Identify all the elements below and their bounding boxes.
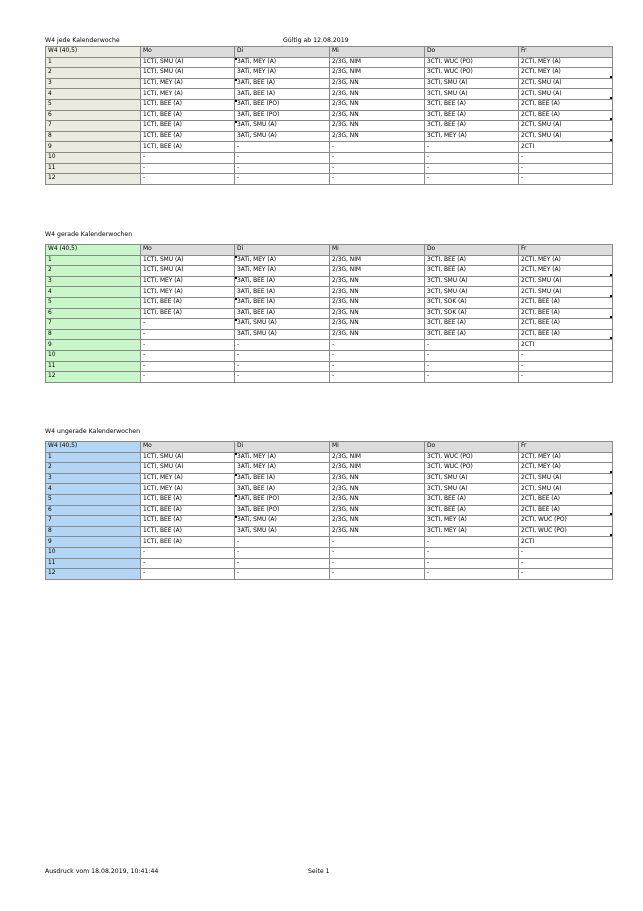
lesson-cell: - [235, 361, 330, 372]
lesson-cell: 2CTI, MEY (A) [519, 57, 613, 68]
lesson-cell: 2CTI, SMU (A) [519, 287, 613, 298]
lesson-cell: - [330, 569, 425, 580]
lesson-cell: 2/3G, NN [330, 308, 425, 319]
table-row [46, 558, 613, 569]
lesson-cell: 2CTI, MEY (A) [519, 266, 613, 277]
day-header: Fr [519, 245, 613, 256]
lesson-cell: 1CTI, MEY (A) [141, 473, 235, 484]
lesson-cell: - [425, 152, 519, 163]
lesson-cell: 2CTI [519, 537, 613, 548]
day-header: Di [235, 442, 330, 453]
lesson-cell: 3CTI, MEY (A) [425, 516, 519, 527]
lesson-cell: 3CTI, WUC (PO) [425, 463, 519, 474]
day-header: Do [425, 442, 519, 453]
lesson-cell: 3ATi, SMU (A) [235, 131, 330, 142]
table-row [46, 452, 613, 463]
lesson-cell: 3ATi, SMU (A) [235, 516, 330, 527]
table-row [46, 569, 613, 580]
period-cell: 1 [46, 255, 141, 266]
lesson-cell: - [141, 372, 235, 383]
lesson-cell: 2CTI, BEE (A) [519, 308, 613, 319]
table-row [46, 142, 613, 153]
lesson-cell: 2CTI, SMU (A) [519, 89, 613, 100]
lesson-cell: 1CTI, BEE (A) [141, 121, 235, 132]
lesson-cell: 3CTI, BEE (A) [425, 99, 519, 110]
lesson-cell: 2CTI, BEE (A) [519, 329, 613, 340]
lesson-cell: 3CTI, SMU (A) [425, 473, 519, 484]
lesson-cell: 3CTI, SMU (A) [425, 78, 519, 89]
lesson-cell: - [425, 537, 519, 548]
period-cell: 8 [46, 526, 141, 537]
lesson-cell: 2CTI, SMU (A) [519, 131, 613, 142]
lesson-cell: 1CTI, BEE (A) [141, 110, 235, 121]
lesson-cell: - [425, 547, 519, 558]
table-every-week [45, 46, 613, 185]
lesson-cell: 2CTI [519, 142, 613, 153]
table-row [46, 287, 613, 298]
period-cell: 3 [46, 78, 141, 89]
lesson-cell: 2CTI, MEY (A) [519, 68, 613, 79]
table-row [46, 174, 613, 185]
period-cell: 1 [46, 452, 141, 463]
lesson-cell: - [330, 142, 425, 153]
lesson-cell: 1CTI, BEE (A) [141, 516, 235, 527]
lesson-cell: - [141, 361, 235, 372]
table-row [46, 526, 613, 537]
lesson-cell: - [141, 340, 235, 351]
period-cell: 10 [46, 547, 141, 558]
lesson-cell: 3ATi, MEY (A) [235, 463, 330, 474]
valid-from: Gültig ab 12.08.2019 [283, 37, 349, 44]
lesson-cell: - [235, 547, 330, 558]
table-row [46, 484, 613, 495]
lesson-cell: 3CTI, BEE (A) [425, 121, 519, 132]
lesson-cell: 3ATi, MEY (A) [235, 255, 330, 266]
lesson-cell: 2/3G, NN [330, 484, 425, 495]
table-header-row [46, 245, 613, 256]
period-cell: 8 [46, 329, 141, 340]
lesson-cell: - [141, 319, 235, 330]
period-cell: 2 [46, 68, 141, 79]
lesson-cell: - [330, 340, 425, 351]
lesson-cell: 2/3G, NN [330, 287, 425, 298]
lesson-cell: - [519, 569, 613, 580]
lesson-cell: 3ATi, BEE (A) [235, 287, 330, 298]
class-header: W4 (40,5) [46, 47, 141, 58]
lesson-cell: 3ATi, BEE (A) [235, 308, 330, 319]
period-cell: 4 [46, 89, 141, 100]
lesson-cell: - [425, 350, 519, 361]
lesson-cell: 1CTI, BEE (A) [141, 537, 235, 548]
period-cell: 2 [46, 266, 141, 277]
period-cell: 12 [46, 174, 141, 185]
lesson-cell: 2/3G, NN [330, 473, 425, 484]
lesson-cell: 3ATi, BEE (A) [235, 484, 330, 495]
table-header-row [46, 442, 613, 453]
lesson-cell: 1CTI, BEE (A) [141, 297, 235, 308]
print-timestamp: Ausdruck vom 18.08.2019, 10:41:44 [45, 868, 159, 875]
lesson-cell: - [425, 361, 519, 372]
table-row [46, 505, 613, 516]
lesson-cell: 2/3G, NIM [330, 266, 425, 277]
lesson-cell: 2/3G, NN [330, 99, 425, 110]
lesson-cell: 2CTI, BEE (A) [519, 110, 613, 121]
lesson-cell: - [141, 547, 235, 558]
table-row [46, 350, 613, 361]
lesson-cell: 2/3G, NN [330, 276, 425, 287]
lesson-cell: 2/3G, NN [330, 131, 425, 142]
lesson-cell: 3ATi, SMU (A) [235, 526, 330, 537]
lesson-cell: - [425, 558, 519, 569]
period-cell: 6 [46, 308, 141, 319]
lesson-cell: 3ATi, BEE (PO) [235, 505, 330, 516]
table-even-weeks [45, 244, 613, 383]
lesson-cell: 1CTI, BEE (A) [141, 131, 235, 142]
lesson-cell: - [330, 152, 425, 163]
lesson-cell: 2/3G, NIM [330, 255, 425, 266]
lesson-cell: 3CTI, WUC (PO) [425, 452, 519, 463]
lesson-cell: 3CTI, SMU (A) [425, 89, 519, 100]
lesson-cell: - [330, 547, 425, 558]
lesson-cell: 1CTI, BEE (A) [141, 99, 235, 110]
period-cell: 3 [46, 276, 141, 287]
lesson-cell: - [235, 152, 330, 163]
lesson-cell: 2CTI, BEE (A) [519, 505, 613, 516]
lesson-cell: - [235, 142, 330, 153]
lesson-cell: 2/3G, NIM [330, 68, 425, 79]
lesson-cell: 2/3G, NN [330, 505, 425, 516]
table-header-row [46, 47, 613, 58]
table-row [46, 308, 613, 319]
period-cell: 10 [46, 152, 141, 163]
lesson-cell: - [330, 558, 425, 569]
period-cell: 9 [46, 537, 141, 548]
lesson-cell: 2CTI, SMU (A) [519, 276, 613, 287]
lesson-cell: 2/3G, NIM [330, 452, 425, 463]
lesson-cell: - [425, 569, 519, 580]
lesson-cell: - [425, 142, 519, 153]
lesson-cell: 2/3G, NIM [330, 463, 425, 474]
lesson-cell: - [141, 569, 235, 580]
lesson-cell: - [235, 558, 330, 569]
lesson-cell: 2CTI, BEE (A) [519, 99, 613, 110]
lesson-cell: 2/3G, NN [330, 329, 425, 340]
lesson-cell: - [330, 174, 425, 185]
lesson-cell: 2CTI, MEY (A) [519, 463, 613, 474]
lesson-cell: - [141, 329, 235, 340]
lesson-cell: 2CTI, BEE (A) [519, 319, 613, 330]
lesson-cell: - [141, 558, 235, 569]
lesson-cell: - [425, 372, 519, 383]
lesson-cell: 3ATi, MEY (A) [235, 57, 330, 68]
lesson-cell: 3ATi, BEE (PO) [235, 494, 330, 505]
lesson-cell: 3ATi, BEE (PO) [235, 110, 330, 121]
table-row [46, 78, 613, 89]
table-row [46, 163, 613, 174]
lesson-cell: 2CTI, MEY (A) [519, 255, 613, 266]
lesson-cell: 2/3G, NN [330, 494, 425, 505]
lesson-cell: 3CTI, MEY (A) [425, 131, 519, 142]
lesson-cell: - [235, 569, 330, 580]
lesson-cell: 2/3G, NN [330, 110, 425, 121]
lesson-cell: 3CTI, BEE (A) [425, 505, 519, 516]
table-row [46, 361, 613, 372]
table-row [46, 340, 613, 351]
lesson-cell: 2CTI, BEE (A) [519, 297, 613, 308]
table-row [46, 131, 613, 142]
lesson-cell: - [330, 537, 425, 548]
lesson-cell: - [235, 174, 330, 185]
period-cell: 8 [46, 131, 141, 142]
period-cell: 2 [46, 463, 141, 474]
lesson-cell: - [519, 372, 613, 383]
lesson-cell: 1CTI, MEY (A) [141, 78, 235, 89]
lesson-cell: - [141, 163, 235, 174]
lesson-cell: - [519, 350, 613, 361]
table-row [46, 110, 613, 121]
lesson-cell: 3CTI, BEE (A) [425, 329, 519, 340]
table-row [46, 255, 613, 266]
table-row [46, 494, 613, 505]
lesson-cell: 1CTI, SMU (A) [141, 452, 235, 463]
lesson-cell: - [425, 174, 519, 185]
lesson-cell: 3ATi, SMU (A) [235, 121, 330, 132]
period-cell: 12 [46, 372, 141, 383]
title-every-week: W4 jede Kalenderwoche [45, 37, 120, 44]
period-cell: 9 [46, 142, 141, 153]
lesson-cell: 3ATi, MEY (A) [235, 266, 330, 277]
lesson-cell: 2/3G, NN [330, 89, 425, 100]
day-header: Mo [141, 47, 235, 58]
lesson-cell: 3ATi, BEE (A) [235, 78, 330, 89]
lesson-cell: 2CTI, MEY (A) [519, 452, 613, 463]
lesson-cell: 2/3G, NN [330, 516, 425, 527]
lesson-cell: 2CTI, SMU (A) [519, 484, 613, 495]
title-even-weeks: W4 gerade Kalenderwochen [45, 231, 133, 238]
lesson-cell: 1CTI, BEE (A) [141, 494, 235, 505]
lesson-cell: - [141, 152, 235, 163]
lesson-cell: 2CTI, BEE (A) [519, 494, 613, 505]
lesson-cell: 3ATi, BEE (A) [235, 276, 330, 287]
lesson-cell: 2/3G, NN [330, 121, 425, 132]
lesson-cell: 2/3G, NN [330, 526, 425, 537]
lesson-cell: - [519, 547, 613, 558]
lesson-cell: 2/3G, NIM [330, 57, 425, 68]
lesson-cell: - [425, 340, 519, 351]
lesson-cell: 3CTI, SOK (A) [425, 308, 519, 319]
lesson-cell: 3CTI, SMU (A) [425, 484, 519, 495]
table-row [46, 372, 613, 383]
lesson-cell: 3ATi, MEY (A) [235, 68, 330, 79]
period-cell: 9 [46, 340, 141, 351]
class-header: W4 (40,5) [46, 245, 141, 256]
day-header: Mi [330, 442, 425, 453]
table-row [46, 297, 613, 308]
period-cell: 11 [46, 558, 141, 569]
table-row [46, 516, 613, 527]
lesson-cell: 1CTI, MEY (A) [141, 276, 235, 287]
lesson-cell: 2CTI, WUC (PO) [519, 516, 613, 527]
lesson-cell: 1CTI, MEY (A) [141, 287, 235, 298]
day-header: Fr [519, 47, 613, 58]
lesson-cell: 3CTI, BEE (A) [425, 266, 519, 277]
period-cell: 12 [46, 569, 141, 580]
lesson-cell: 3CTI, BEE (A) [425, 255, 519, 266]
period-cell: 5 [46, 297, 141, 308]
period-cell: 6 [46, 110, 141, 121]
lesson-cell: 2/3G, NN [330, 78, 425, 89]
table-row [46, 266, 613, 277]
lesson-cell: 2/3G, NN [330, 297, 425, 308]
lesson-cell: - [235, 537, 330, 548]
lesson-cell: 3CTI, WUC (PO) [425, 68, 519, 79]
lesson-cell: 1CTI, MEY (A) [141, 484, 235, 495]
lesson-cell: 2/3G, NN [330, 319, 425, 330]
table-row [46, 89, 613, 100]
lesson-cell: 3CTI, WUC (PO) [425, 57, 519, 68]
table-row [46, 473, 613, 484]
lesson-cell: 3ATi, BEE (A) [235, 473, 330, 484]
period-cell: 7 [46, 319, 141, 330]
period-cell: 1 [46, 57, 141, 68]
lesson-cell: - [141, 174, 235, 185]
lesson-cell: 2CTI, SMU (A) [519, 473, 613, 484]
lesson-cell: - [519, 361, 613, 372]
lesson-cell: 3ATi, MEY (A) [235, 452, 330, 463]
lesson-cell: 1CTI, SMU (A) [141, 463, 235, 474]
lesson-cell: 3ATi, SMU (A) [235, 329, 330, 340]
table-row [46, 276, 613, 287]
lesson-cell: - [235, 340, 330, 351]
table-row [46, 463, 613, 474]
lesson-cell: 3CTI, BEE (A) [425, 319, 519, 330]
table-row [46, 537, 613, 548]
lesson-cell: 1CTI, SMU (A) [141, 255, 235, 266]
lesson-cell: 3ATi, BEE (A) [235, 89, 330, 100]
title-odd-weeks: W4 ungerade Kalenderwochen [45, 428, 140, 435]
period-cell: 11 [46, 361, 141, 372]
lesson-cell: 2CTI, SMU (A) [519, 121, 613, 132]
day-header: Di [235, 47, 330, 58]
day-header: Mi [330, 47, 425, 58]
table-row [46, 319, 613, 330]
table-row [46, 329, 613, 340]
lesson-cell: 3CTI, BEE (A) [425, 110, 519, 121]
period-cell: 5 [46, 494, 141, 505]
lesson-cell: 1CTI, MEY (A) [141, 89, 235, 100]
lesson-cell: - [235, 163, 330, 174]
lesson-cell: 1CTI, BEE (A) [141, 308, 235, 319]
lesson-cell: - [519, 163, 613, 174]
table-row [46, 57, 613, 68]
period-cell: 11 [46, 163, 141, 174]
lesson-cell: - [425, 163, 519, 174]
lesson-cell: 1CTI, BEE (A) [141, 142, 235, 153]
day-header: Do [425, 245, 519, 256]
lesson-cell: 1CTI, SMU (A) [141, 266, 235, 277]
period-cell: 5 [46, 99, 141, 110]
lesson-cell: 1CTI, SMU (A) [141, 57, 235, 68]
day-header: Fr [519, 442, 613, 453]
lesson-cell: - [519, 558, 613, 569]
lesson-cell: - [330, 372, 425, 383]
table-row [46, 121, 613, 132]
period-cell: 10 [46, 350, 141, 361]
period-cell: 6 [46, 505, 141, 516]
page-number: Seite 1 [308, 868, 330, 875]
lesson-cell: 3ATi, BEE (PO) [235, 99, 330, 110]
day-header: Mo [141, 442, 235, 453]
lesson-cell: 2CTI, SMU (A) [519, 78, 613, 89]
period-cell: 7 [46, 516, 141, 527]
lesson-cell: - [330, 361, 425, 372]
lesson-cell: 2CTI [519, 340, 613, 351]
lesson-cell: 3CTI, BEE (A) [425, 494, 519, 505]
lesson-cell: - [330, 163, 425, 174]
period-cell: 4 [46, 287, 141, 298]
lesson-cell: - [141, 350, 235, 361]
lesson-cell: 3CTI, SMU (A) [425, 276, 519, 287]
period-cell: 7 [46, 121, 141, 132]
lesson-cell: 2CTI, WUC (PO) [519, 526, 613, 537]
period-cell: 3 [46, 473, 141, 484]
day-header: Mo [141, 245, 235, 256]
lesson-cell: 3CTI, MEY (A) [425, 526, 519, 537]
day-header: Do [425, 47, 519, 58]
table-row [46, 152, 613, 163]
lesson-cell: 3CTI, SOK (A) [425, 297, 519, 308]
table-row [46, 99, 613, 110]
lesson-cell: 3CTI, SMU (A) [425, 287, 519, 298]
day-header: Di [235, 245, 330, 256]
lesson-cell: 1CTI, BEE (A) [141, 505, 235, 516]
day-header: Mi [330, 245, 425, 256]
lesson-cell: - [519, 152, 613, 163]
table-row [46, 547, 613, 558]
class-header: W4 (40,5) [46, 442, 141, 453]
period-cell: 4 [46, 484, 141, 495]
lesson-cell: - [519, 174, 613, 185]
lesson-cell: 1CTI, BEE (A) [141, 526, 235, 537]
lesson-cell: - [235, 350, 330, 361]
lesson-cell: 3ATi, SMU (A) [235, 319, 330, 330]
table-row [46, 68, 613, 79]
lesson-cell: - [235, 372, 330, 383]
table-odd-weeks [45, 441, 613, 580]
lesson-cell: - [330, 350, 425, 361]
lesson-cell: 3ATi, BEE (A) [235, 297, 330, 308]
lesson-cell: 1CTI, SMU (A) [141, 68, 235, 79]
